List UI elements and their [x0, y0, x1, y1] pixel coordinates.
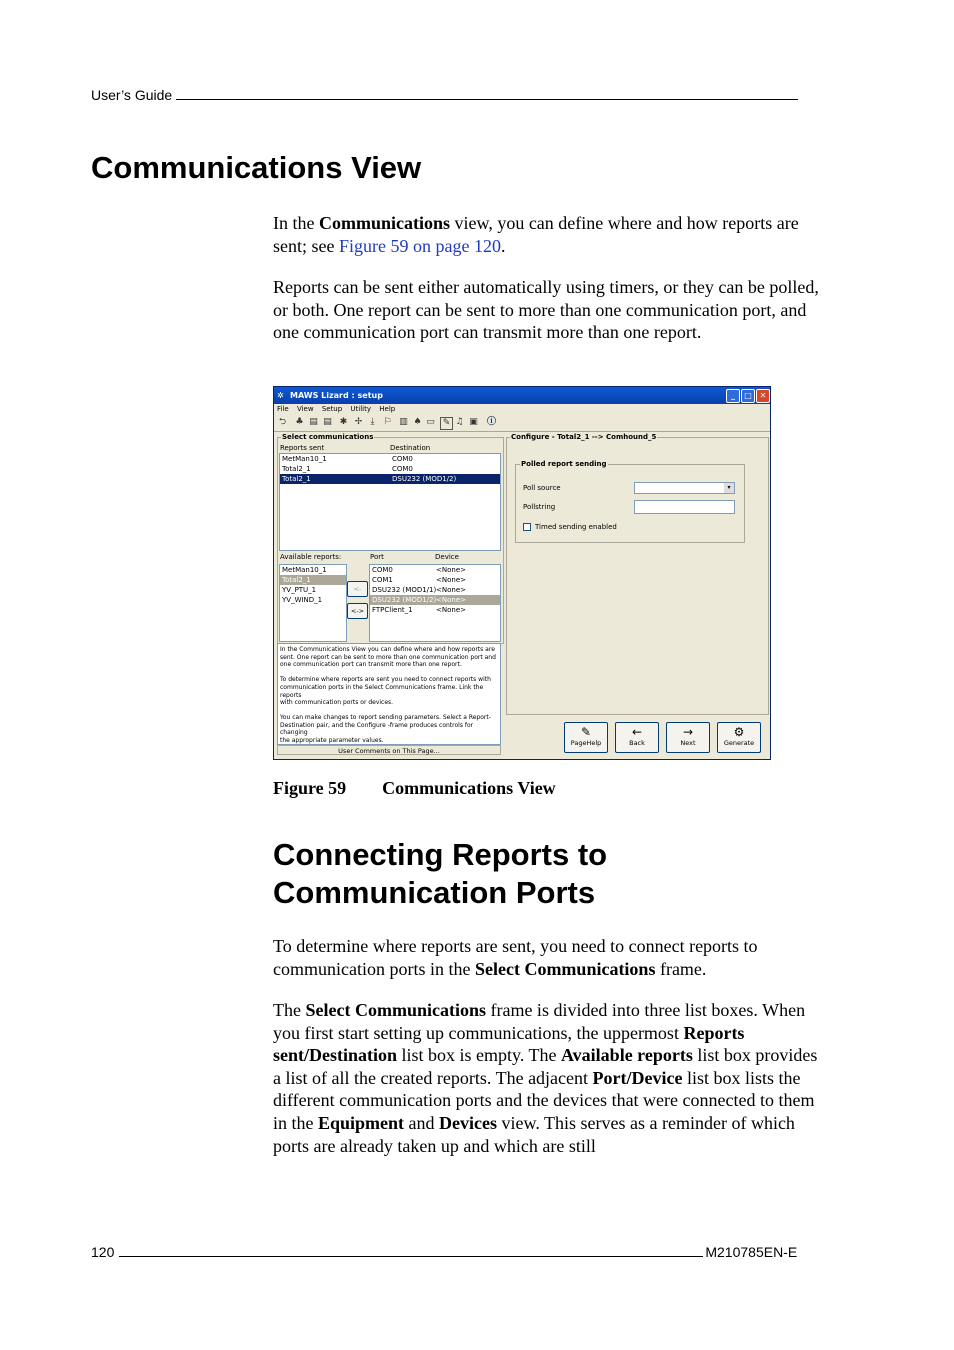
help-line: sent. One report can be sent to more than one communication port and: [280, 653, 496, 661]
port-name: COM0: [372, 566, 393, 574]
col-device: Device: [435, 553, 459, 561]
help-spacer: [280, 707, 498, 714]
destination: COM0: [392, 455, 413, 463]
doc-icon[interactable]: ▭: [426, 417, 435, 427]
bold-term: Communications: [318, 213, 450, 233]
toolbar: [274, 415, 770, 432]
paragraph-reports: Reports can be sent either automatically using timers, or they can be polled, or both. One report can be sent to more than one communication port, and one communication port can transmit more than one report.: [273, 277, 819, 343]
button-label: Next: [680, 739, 696, 747]
text: and: [404, 1112, 440, 1133]
menu-file[interactable]: File: [277, 405, 289, 413]
running-header: [91, 87, 798, 103]
pollstring-input[interactable]: [634, 500, 735, 514]
page-number: 120: [91, 1244, 115, 1260]
figure-link[interactable]: Figure 59 on page 120: [338, 235, 501, 256]
bold-term: Equipment: [318, 1112, 405, 1133]
bold-term: Port/Device: [592, 1067, 683, 1088]
paragraph-intro: [273, 212, 821, 257]
user-comments-button[interactable]: User Comments on This Page...: [277, 745, 501, 755]
network-icon[interactable]: ♣: [295, 417, 304, 427]
arrow-left-icon: ←: [631, 725, 643, 739]
text: In the: [273, 213, 319, 233]
port-device-list[interactable]: [369, 564, 501, 642]
chevron-down-icon[interactable]: ▾: [724, 483, 734, 493]
info-icon[interactable]: ⓘ: [486, 417, 496, 427]
window-title: MAWS Lizard : setup: [290, 391, 383, 400]
text: .: [500, 235, 506, 256]
figure-number: Figure 59: [273, 778, 347, 798]
text: view. This serves as a reminder of which ports are already taken up and which are still: [273, 1112, 795, 1156]
sensor-icon[interactable]: ✱: [339, 417, 348, 427]
report-name: Total2_1: [282, 465, 311, 473]
arrow-icon[interactable]: ⤓: [370, 417, 375, 427]
text: To determine where reports are sent, you need to connect reports to communication ports in the: [273, 936, 758, 979]
open-icon[interactable]: ⮌: [278, 417, 287, 427]
help-line: Destination pair, and the Configure -frame produces controls for changing: [280, 721, 474, 737]
menu-bar: [274, 404, 770, 415]
available-reports-label: Available reports:: [280, 553, 342, 561]
device-name: <None>: [436, 606, 466, 614]
list-item[interactable]: [370, 585, 500, 595]
arrow-right-icon: →: [682, 725, 694, 739]
device-name: <None>: [436, 566, 466, 574]
polled-sending-label: Polled report sending: [521, 460, 607, 468]
graph-icon[interactable]: ♠: [413, 417, 422, 427]
list-item[interactable]: [280, 464, 500, 474]
col-destination: Destination: [390, 444, 431, 452]
text: list box lists the different communication ports and the devices that were connected to them in the: [273, 1067, 815, 1133]
gears-icon: ⚙: [733, 725, 745, 739]
swap-link-button[interactable]: <->: [347, 603, 368, 619]
timed-sending-checkbox[interactable]: [523, 523, 531, 531]
title-line: Connecting Reports to: [273, 837, 608, 872]
help-line: one communication port can transmit more than one report.: [280, 661, 462, 669]
list-item[interactable]: MetMan10_1: [282, 566, 327, 574]
page-footer: [91, 1244, 797, 1260]
back-button[interactable]: [615, 722, 659, 753]
measure-icon[interactable]: ✢: [354, 417, 363, 427]
port-name: COM1: [372, 576, 393, 584]
title-line: Communication Ports: [273, 875, 596, 910]
maximize-icon[interactable]: □: [741, 389, 755, 403]
paragraph-select-frame: [273, 999, 821, 1157]
bold-term: Available reports: [561, 1045, 693, 1066]
col-reports-sent: Reports sent: [280, 444, 325, 452]
help-line: communication ports in the Select Communications frame. Link the reports: [280, 683, 484, 699]
header-rule: [176, 87, 798, 100]
list-item[interactable]: [370, 575, 500, 585]
destination: DSU232 (MOD1/2): [392, 475, 457, 483]
list-item[interactable]: [370, 595, 500, 605]
list-item[interactable]: YV_WIND_1: [282, 596, 323, 604]
list-item[interactable]: [280, 474, 500, 484]
menu-help[interactable]: Help: [379, 405, 396, 413]
footer-rule: [119, 1244, 703, 1257]
header-text: User’s Guide: [91, 87, 173, 103]
list-item[interactable]: [370, 605, 500, 615]
generate-button[interactable]: [717, 722, 761, 753]
chip-icon[interactable]: ▣: [469, 417, 478, 427]
help-line: the appropriate parameter values.: [280, 737, 384, 745]
pollstring-label: Pollstring: [523, 503, 556, 511]
flag-icon[interactable]: ⚐: [383, 417, 392, 427]
bell-icon[interactable]: ♫: [455, 417, 464, 427]
section-title-communications-view: Communications View: [91, 150, 422, 185]
help-line: In the Communications View you can define where and how reports are: [280, 646, 495, 653]
help-line: You can make changes to report sending parameters. Select a Report-: [280, 713, 491, 721]
log-icon[interactable]: ▥: [399, 417, 408, 427]
list-item[interactable]: [370, 565, 500, 575]
col-port: Port: [370, 553, 384, 561]
button-label: PageHelp: [570, 739, 602, 747]
button-label: Back: [629, 739, 645, 747]
configure-frame-label: Configure - Total2_1 --> Comhound_5: [511, 433, 657, 441]
help-line: with communication ports or devices.: [280, 699, 394, 707]
menu-setup[interactable]: Setup: [321, 405, 343, 413]
port-name: DSU232 (MOD1/1): [372, 586, 437, 594]
next-button[interactable]: [666, 722, 710, 753]
add-link-button[interactable]: <-: [347, 581, 368, 597]
figure-caption: [273, 778, 556, 799]
dev2-icon[interactable]: ▤: [323, 417, 332, 427]
maws-lizard-window: [273, 386, 771, 760]
device-name: <None>: [436, 596, 466, 604]
window-titlebar: [274, 387, 770, 404]
figure-title: Communications View: [382, 778, 556, 798]
dev-icon[interactable]: ▤: [309, 417, 318, 427]
device-name: <None>: [436, 576, 466, 584]
help-line: To determine where reports are sent you need to connect reports with: [280, 676, 491, 684]
text: frame.: [655, 958, 707, 979]
close-icon[interactable]: ✕: [756, 389, 770, 403]
menu-utility[interactable]: Utility: [350, 405, 372, 413]
bold-term: Devices: [439, 1112, 498, 1133]
list-item[interactable]: [280, 454, 500, 464]
poll-source-label: Poll source: [523, 484, 561, 492]
button-label: Generate: [723, 739, 755, 747]
text: list box is empty. The: [397, 1045, 562, 1066]
minimize-icon[interactable]: _: [726, 389, 740, 403]
reports-sent-list[interactable]: [279, 453, 501, 551]
pagehelp-button[interactable]: [564, 722, 608, 753]
device-name: <None>: [436, 586, 466, 594]
list-item[interactable]: Total2_1: [280, 575, 346, 585]
bold-term: Select Communications: [305, 1000, 486, 1020]
text: view, you can define where and how reports are sent; see: [273, 213, 799, 256]
bold-term: Select Communications: [474, 958, 656, 979]
text: frame is divided into three list boxes. When you first start setting up communications, the uppermost: [273, 1000, 806, 1043]
bold-term: Reports sent/Destination: [273, 1022, 745, 1066]
list-item[interactable]: YV_PTU_1: [282, 586, 317, 594]
comm-icon[interactable]: ✎: [440, 417, 453, 430]
destination: COM0: [392, 465, 413, 473]
text: The: [273, 1000, 306, 1020]
menu-view[interactable]: View: [296, 405, 314, 413]
section-title-connecting-reports: [273, 836, 833, 912]
select-communications-label: Select communications: [282, 433, 374, 441]
pagehelp-icon: ✎: [580, 725, 592, 739]
app-icon: ✲: [277, 391, 284, 400]
port-name: FTPClient_1: [372, 606, 413, 614]
report-name: Total2_1: [282, 475, 311, 483]
timed-sending-label: Timed sending enabled: [535, 523, 617, 531]
text: list box provides a list of all the created reports. The adjacent: [273, 1045, 818, 1088]
help-spacer: [280, 669, 498, 676]
port-name: DSU232 (MOD1/2): [372, 596, 437, 604]
poll-source-select[interactable]: [634, 482, 735, 494]
available-reports-list[interactable]: [279, 564, 347, 642]
report-name: MetMan10_1: [282, 455, 327, 463]
document-code: M210785EN-E: [705, 1244, 798, 1260]
page-help-text: [277, 643, 501, 745]
paragraph-determine: [273, 935, 821, 980]
